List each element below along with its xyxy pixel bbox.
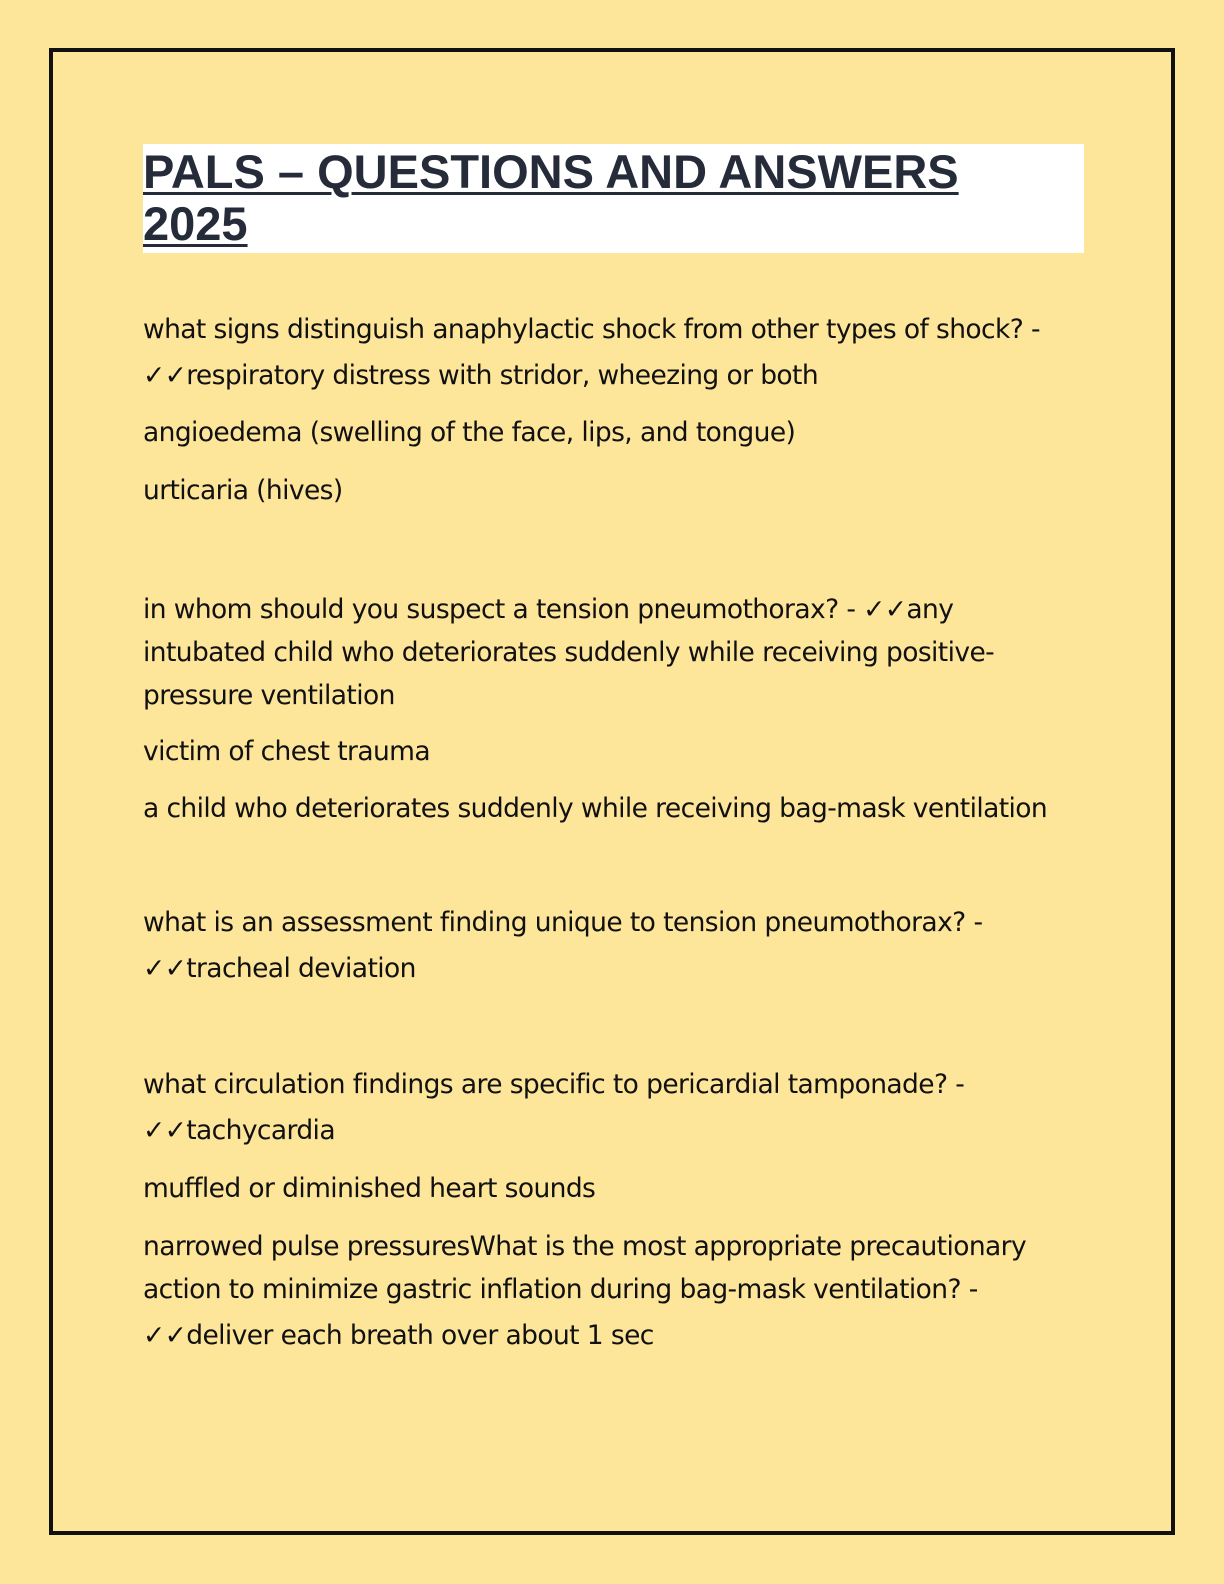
qa-4-extra-2 [143,1225,1083,1357]
qa-3-answer [143,947,1083,990]
qa-2-question [143,588,1083,717]
qa-2-question-line-1 [143,588,1083,631]
qa-1-question-text: what signs distinguish anaphylactic shock from other types of shock? - [143,314,1041,345]
qa-1-extra-1: angioedema (swelling of the face, lips, and tongue) [143,417,796,448]
qa-5-question-line-1: narrowed pulse pressuresWhat is the most appropriate precautionary [143,1231,1027,1262]
qa-2-question-text: in whom should you suspect a tension pneumothorax? - [143,594,864,625]
qa-5-answer [143,1314,1083,1357]
document-title [143,146,1073,250]
qa-4-question [143,1063,1083,1152]
qa-2-answer-start: any [906,594,954,625]
qa-1-question [143,308,1083,397]
qa-4-answer-text: tachycardia [186,1115,335,1146]
double-check-icon: ✓✓ [143,1320,187,1351]
qa-4-question-text: what circulation findings are specific to pericardial tamponade? - [143,1069,965,1100]
double-check-icon: ✓✓ [863,594,907,625]
qa-5-answer-text: deliver each breath over about 1 sec [186,1320,654,1351]
double-check-icon: ✓✓ [143,1115,187,1146]
qa-2-answer-line-2: intubated child who deteriorates suddenly while receiving positive- [143,637,995,668]
qa-1-answer [143,354,1083,397]
qa-4-extra-1: muffled or diminished heart sounds [143,1173,596,1204]
qa-1-answer-text: respiratory distress with stridor, wheezing or both [186,360,819,391]
title-line-1: PALS – QUESTIONS AND ANSWERS [143,145,959,198]
double-check-icon: ✓✓ [143,360,187,391]
qa-3-answer-text: tracheal deviation [186,953,416,984]
qa-2-answer-line-3: pressure ventilation [143,680,395,711]
qa-5-question-line-2: action to minimize gastric inflation during bag-mask ventilation? - [143,1274,978,1305]
qa-4-answer [143,1109,1083,1152]
qa-1-extra-2: urticaria (hives) [143,475,343,506]
qa-2-extra-1: victim of chest trauma [143,736,431,767]
qa-3-question [143,901,1083,990]
qa-3-question-text: what is an assessment finding unique to tension pneumothorax? - [143,907,983,938]
qa-2-extra-2: a child who deteriorates suddenly while receiving bag-mask ventilation [143,793,1048,824]
double-check-icon: ✓✓ [143,953,187,984]
title-line-2: 2025 [143,197,248,250]
